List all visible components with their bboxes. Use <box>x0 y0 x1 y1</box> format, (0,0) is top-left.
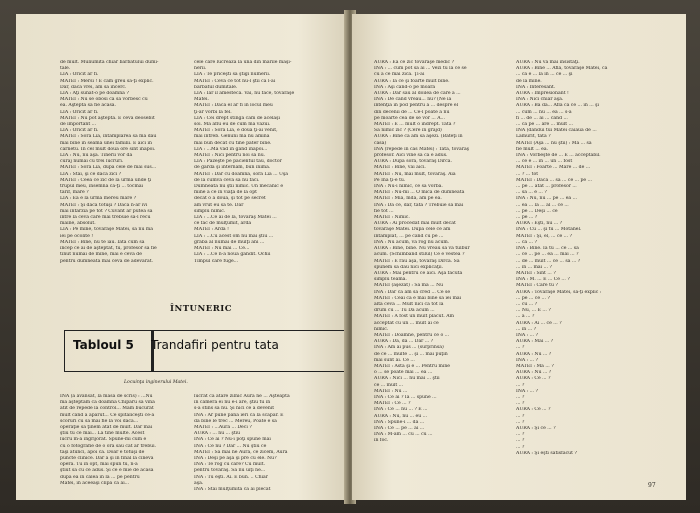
text-line: AURA : Ce ... ? <box>516 407 551 413</box>
text-line: AURA : După sora, tovarăş Dircă. <box>374 159 453 165</box>
text-line: INA : Ce ... nu ... ? E ... <box>374 407 428 413</box>
text-line: AURA : Nu vă mai insistaţi. <box>516 60 580 65</box>
text-line: ... de ... mult ... ce ... să ... ? <box>516 258 581 264</box>
text-line: MATEI : Mersi ! E cam greu să-ţi explic. <box>60 78 154 84</box>
text-line: mă aşteptam ca doamna Chipăru să vină <box>60 400 155 406</box>
text-line: AURA : Dar sau al doilea de care a ... <box>374 91 461 97</box>
text-line: ... ? <box>516 413 525 419</box>
text-line: INA : Ce nu ? Dar ... Nu ştiu ce <box>194 443 267 449</box>
text-line: simplu nimic. <box>194 208 226 214</box>
text-line: MATEI : Ceva ce tot nu-l ştii că l-ai <box>194 78 276 84</box>
text-line: nimic. <box>374 326 389 332</box>
text-line: LIA : ...Cu acest om nu mai ştiu ... <box>194 233 274 239</box>
text-line: MATEI : Nu, mai mult, tovarăş. Aia <box>374 171 456 177</box>
text-line: de la mine. <box>516 78 542 84</box>
text-line: cu o fotografie de o oră sau cât ar trebui. <box>60 443 157 449</box>
text-line: Sa nimic zic ? (Cere în grajd) <box>374 128 442 134</box>
text-line: INA : M. ... E ... Ce ... ? <box>516 277 570 283</box>
text-line: MATEI : E ... mult o îndrept. Tata ? <box>374 122 456 128</box>
text-line: tarif, mare ? <box>60 190 89 196</box>
text-line: AURA : Nu ... ? <box>516 370 552 376</box>
text-line: INA : Nu acum, vă rog nu acum. <box>374 239 450 245</box>
text-line: INA : Deşi pe aşa şi pre cu ele. Nu? <box>194 456 277 462</box>
text-line: MATEI : E rău aşa, tovarăş Dircă. Să <box>374 258 460 264</box>
text-line: MATEI : Bine, vai aici. <box>374 165 426 171</box>
text-line: AURA : Nu ... ? <box>516 351 552 357</box>
text-line: MATEI : Nimic. <box>374 215 410 221</box>
text-line: MATEI : Nu pot aştepta. E ceva deosebit <box>60 115 155 121</box>
text-line: AURA : Ai procedat mai mult decât <box>374 221 456 227</box>
text-line: Timpul care fuge... <box>194 258 239 264</box>
text-line: MATEI : ...Aura ... Deci ? <box>194 425 252 431</box>
text-line: casa) <box>374 140 387 146</box>
text-line: de la cumva ceva să nu faci. <box>194 177 260 183</box>
text-line: acum. (Schimbând stilul) Ce e vestea ? <box>374 252 465 258</box>
text-line: grabă al numai de mulţi ani ... <box>194 239 265 245</box>
text-line: ... ca ... ? <box>516 239 537 245</box>
text-line: ... ? <box>516 382 525 388</box>
text-line: AURA : Bine, bine. Nu vreau să vă tulbur <box>374 246 470 252</box>
text-line: Pe Ina ţi-e tu. <box>374 177 406 183</box>
text-line: scoruri cu să mai fie la voi dacă... <box>60 418 139 424</box>
text-line: ce ... mult ... <box>374 382 404 388</box>
scene-heading-intuneric: ÎNTUNERIC <box>169 304 233 314</box>
text-line: AURA : ... nu ... ştiu <box>194 431 241 437</box>
text-line: MATEI : Care tu ? <box>516 283 558 289</box>
text-line: bărbatul dumitale. <box>194 84 238 90</box>
text-line: ... a ... ? <box>516 314 535 320</box>
text-line: AURA : Ai ... ce ... ? <box>516 320 562 326</box>
text-line: AURA : Ce ... ? <box>516 376 551 382</box>
text-line: intre la ceva care mai trebuie să-l recu <box>60 215 151 221</box>
text-line: AURA : Nici ... nu mai ... ştii <box>374 376 440 382</box>
text-line: INA : Da ce, dar, tata ? Trebuie să mai <box>374 202 464 208</box>
text-line: ... cu ... ? <box>516 301 538 307</box>
text-line: MATEI : Nu se obosi ca să vorbesc cu <box>60 97 148 103</box>
text-line: INA : ... ? <box>516 357 538 363</box>
text-line: tovarăşe Matei. După cele ce am <box>374 227 451 233</box>
text-line: MATEI : Nici pentru noi să nu. <box>194 153 266 159</box>
text-line: AURA : Nu, nu ... eu ... <box>374 413 428 419</box>
text-line: pentru dumneata mai ceva de adevărat. <box>60 258 153 264</box>
text-line: AURA : Da, da ... Dar ... ? <box>374 339 434 345</box>
text-line: ... ca pe ... are ... mult ... <box>516 122 573 128</box>
right-col-a <box>374 60 508 457</box>
text-line: întâmplat, ... pe când cu pe ... <box>374 233 444 239</box>
text-line: LIA : Oricit ar fi. <box>60 72 99 78</box>
text-line: de gardă şi internăm, bun inimă. <box>194 165 271 171</box>
text-line: ... pe ... ce ... ? <box>516 295 550 301</box>
text-line: ... ? <box>516 345 525 351</box>
text-line: AURA : Tovarăşe Matei, să-ţi explic : <box>516 289 602 295</box>
text-line: puncte clinice. Dar a şi în final la cineva <box>60 456 154 462</box>
text-line: fie tot ... <box>374 208 394 214</box>
text-line: INA : Nici chiar aşa. <box>516 97 564 103</box>
text-line: MATEI (Aşa ... nu ştii) : Mă ... să <box>516 140 592 146</box>
text-line: da bine le trec ... Mereu, Poate e să <box>194 418 277 424</box>
text-line: MATEI : Ceai că e mai bine să iei mai <box>374 295 462 301</box>
text-line: INA : Am ai pus ... (surprinsă) <box>374 345 444 351</box>
left-col-a-top <box>60 60 186 265</box>
text-line: ... Nu, ... E ... ? <box>516 308 551 314</box>
text-line: INA : Ar pune până ieri ca la scăpăr. E <box>194 412 284 418</box>
text-line: INA : Dar ca am să cred ... Ce se <box>374 289 451 295</box>
text-line: Matei, în aceeaşi clipă că ai... <box>60 480 130 486</box>
tablou-heading-box <box>64 330 348 372</box>
text-line: Lămurit, tată ? <box>516 134 551 140</box>
text-line: INA : ... cum pot să ai ... Vezi tu la ce se <box>374 66 467 72</box>
text-line: mai bun decât cu tine pater bine. <box>194 140 272 146</box>
text-line: MATEI (aşezat) : Să mă ... Nu <box>374 283 444 289</box>
text-line: Matei. <box>194 97 209 103</box>
text-line: măi întreb. Genuni mă nu amina <box>194 134 270 140</box>
text-line: INA : Ce ... pe ... ai ... <box>374 425 425 431</box>
text-line: iei pe ocolite ! <box>60 233 94 239</box>
text-line: ... în ... ? <box>516 326 537 332</box>
text-line: INA : Vorbeşte de ... E ... acceptabil. <box>516 153 601 159</box>
left-col-b-bottom <box>194 394 320 493</box>
text-line: altă ceva ... Mult nici că tot la <box>374 301 444 307</box>
text-line: simplu teamă. <box>374 277 407 283</box>
text-line: ... ? <box>516 444 525 450</box>
text-line: soi. Mă aflu eu de cum mă văzui. <box>194 122 271 128</box>
text-line: MATEI : Foarte ... Mare ... de ... <box>516 165 591 171</box>
text-line: o ... se poate mai ... ea ... <box>374 370 433 376</box>
stage-direction: Locuinţa inginerului Matei. <box>124 380 188 385</box>
text-line: mai bine în seama unei familii. E aici în <box>60 140 152 146</box>
text-line: LIA : Păzeşte pe pacientul tău, doctor <box>194 159 282 165</box>
text-line: MATEI : Ce ... ? <box>374 401 411 407</box>
text-line: MATEI : Şi dacă totuşi ? Dacă n-ar ivi <box>60 202 148 208</box>
text-line: cele care lucrează la una din marile maşi- <box>194 60 292 65</box>
text-line: MATEI : Sînt ... ? <box>516 270 556 276</box>
text-line: mai întârzia pe tot ? Cuvânt ar putea să <box>60 208 153 214</box>
text-line: ţi-ar vorbi la fel. <box>194 109 232 115</box>
text-line: mâine, absolut. <box>60 221 96 227</box>
left-bottom-columns <box>60 394 320 493</box>
text-line: MATEI : Ardă ! <box>194 227 229 233</box>
text-line: LIA : Te priceşti să ştigi numerii. <box>194 72 271 78</box>
left-col-a-bottom <box>60 394 186 493</box>
left-top-columns <box>60 60 320 265</box>
text-line: decât o a doua, şi tot pe secret <box>194 196 266 202</box>
right-page <box>352 14 686 500</box>
text-line: atît de repede la control... Mam bucurat <box>60 406 154 412</box>
text-line: ... pe ... ? <box>516 215 538 221</box>
text-line: MATEI : Dacă ... să ... ce ... pe ... <box>516 177 592 183</box>
text-line: ... ca e ... la în ... ce ... şi <box>516 72 573 78</box>
text-line: Dumneata nu ştii nimic. Un mecanic e <box>194 184 284 190</box>
text-line: LIA : Stai, şi ce dacă zici ? <box>60 171 122 177</box>
text-line: cu a ce mai zică. Ţi-ai <box>374 72 425 78</box>
text-line: MATEI : Dacă el ar fi în locul meu <box>194 103 273 109</box>
text-line: AURA : Şi eşti satisfăcut ? <box>516 450 577 456</box>
text-line: LIA : Pe mine, tovarăşe Matei, să nu mă <box>60 227 153 233</box>
text-line: ... pe ... Deşi ... ce <box>516 208 558 214</box>
text-line: fi ... de ... ai ... când ... <box>516 115 568 121</box>
text-line: LIA : Oricit ar fi. <box>60 109 99 115</box>
text-line: AURA : Bine ... Află, tovarăşe Matei, că <box>516 66 608 72</box>
text-line: AURA : Ba da... Află că ce ... în ... şi <box>516 103 599 109</box>
text-line: INA (dândui tui Matei caiaua de ... <box>516 128 597 134</box>
text-line: operaţie să ţinem atât de mult. Dar mai <box>60 425 153 431</box>
text-line: INA : ... ? <box>516 388 538 394</box>
text-line: acceptat cu un ... mult ai ce <box>374 320 439 326</box>
text-line: tinut numai de mine, mai e ceva de <box>60 252 142 258</box>
text-line: de mult. Muliumită chiar bărbatului dumi- <box>60 60 159 65</box>
text-line: LIA : ...Mă văd în gând înapoi... <box>194 146 268 152</box>
text-line: AURA : Eşti, nu ... ? <box>516 221 563 227</box>
text-line: AURA : Mai ... ? <box>516 339 554 345</box>
text-line: LIA : Oricit ar fi. <box>60 128 99 134</box>
text-line: ... ea ... la ... al ... ce ... <box>516 202 569 208</box>
text-line: tăşi atunci, apoi ca. Doar e totuşi de <box>60 449 145 455</box>
text-line: fie mult ... ea. <box>516 146 549 152</box>
left-page <box>16 14 348 500</box>
text-line: profesor. Aici vine să că e adus. <box>374 153 448 159</box>
text-line: ... cum ... nu ... ea ... s-a <box>516 109 572 115</box>
text-line: pentru tovarăş. Să nu uiţi ne... <box>194 468 266 474</box>
text-line: de important ... <box>60 122 97 128</box>
text-line: LIA : Nu, nu aşa. Tinerii vor da <box>60 153 133 159</box>
text-line: Dar, dacă vrei, am să încerc. <box>60 84 127 90</box>
text-line: nerii. <box>194 66 207 72</box>
text-line: din decenii de ... Ce-l poate a nu <box>374 109 450 115</box>
text-line: ... ? <box>516 419 525 425</box>
text-line: pe moarte cea de se vor ... A... <box>374 115 445 121</box>
text-line: INA : M-am ... cu ... cu ... <box>374 432 433 438</box>
text-line: MATEI : Dar cu doamna, soră Lia ... Uşa <box>194 171 289 177</box>
text-line: am vrut eu să te. Dar <box>194 202 244 208</box>
text-line: INA : Nu, nu ... pe ... ea ... <box>516 196 577 202</box>
text-line: INA : Aşi când-o pe moara <box>374 84 436 90</box>
text-line: INA : Te rog cu care? Cu mult. <box>194 462 266 468</box>
text-line: spunem să dau nici explicaţii. <box>374 264 444 270</box>
text-line: MATEI : Mă ... ? <box>516 363 554 369</box>
text-line: MATEI : A fost un mult plăcut. Am <box>374 314 454 320</box>
text-line: LIA : Cei drept stingă cam de acelaşi <box>194 115 280 121</box>
text-line: INA : Ce ai ? Ia ... spune ... <box>374 394 437 400</box>
text-line: MATEI : Doamne, pentru ce o ... <box>374 332 450 338</box>
text-line: mine a ce în viaţă de la opt <box>194 190 257 196</box>
text-line: AURA : Şi ce ... ? <box>516 425 556 431</box>
text-line: MATEI : Asta şi e ... Pentru mine <box>374 363 451 369</box>
text-line: INA : Ce ai ? Nu-i poţi spune mai <box>194 437 271 443</box>
text-line: ... ? <box>516 401 525 407</box>
text-line: INA : Cu ... şi tu ... Motănel. <box>516 227 582 233</box>
text-line: MATEI : Să mai ne Aura, ce zicem, Aura <box>194 449 288 455</box>
text-line: INA (repede în cas Matei) : Tata, tovarăş <box>374 146 470 152</box>
text-line: ... în ... mai ... ? <box>516 264 552 270</box>
text-line: AURA : Ea ce zic tovarăşe medic ? <box>374 60 455 65</box>
text-line: INA : Tu eşti. Ai. E bun. .. Chiar <box>194 474 268 480</box>
text-line: MATEI : Nu-mi ... O mică de dumneata <box>374 190 465 196</box>
text-line: AURA : Ia ce şi foarte mult bine. <box>374 78 450 84</box>
text-line: ştiut să cu ce adus. Şi ce e mie de acasă <box>60 468 154 474</box>
text-line: în cameră ei nu e-i are, ştiu tu în <box>194 400 271 406</box>
text-line: AURA : Bine că am să aşezi. (Bateţi în <box>374 134 463 140</box>
text-line: lucru m-a îngrijorat. Spune-mi cum e <box>60 437 147 443</box>
text-line: drum cu ... Tu Da acum ... <box>374 308 435 314</box>
text-line: MATEI : Ceea ce zic de la urmă unde ţi <box>60 177 152 183</box>
text-line: LIA : Iar îl amestecă. Vai, nu face, tovarăşe <box>194 91 295 97</box>
text-line: INA : Nu-i nimic, ce să vorbă. <box>374 184 443 190</box>
text-line: MATEI : Soră Lia, după cele de mai sus... <box>60 165 157 171</box>
text-line: MATEI : Şi, el, ... ce ... ? <box>516 233 573 239</box>
text-line: lucrat ca atare zilnic Aura ne ... Aşteaptă <box>194 394 290 399</box>
text-line: ce fac de mulţumit, ardă <box>194 221 252 227</box>
text-line: ... sa ... e ... ? <box>516 190 547 196</box>
text-line: mult când a apărut... Ce spitaliceşti ce-a <box>60 412 155 418</box>
right-col-b <box>516 60 650 457</box>
text-line: ... pe ... atât ... profesor ... <box>516 184 577 190</box>
text-line: încep ce ai de aşteptat, tu, profesor să fie <box>60 246 157 252</box>
text-line: curaj numai cu trei lucruri. <box>60 159 124 165</box>
text-line: mai sunt ai. Ce ... <box>374 357 415 363</box>
page-number: 97 <box>648 482 656 489</box>
text-line: INA : ... ? <box>516 332 538 338</box>
text-line: ... ? ... tot <box>516 171 539 177</box>
text-line: ... ce ... pe ... ea ... mai ... ? <box>516 252 579 258</box>
text-line: AURA : Mai pentru ce aici. Aşa făcută <box>374 270 463 276</box>
text-line: LIA : Aţi sunat-o pe doamna ? <box>60 91 129 97</box>
text-line: MATEI : Soră Lia, întâmplarea să mă dau <box>60 134 157 140</box>
text-line: de ce ... multe ... şi ... mai puţin <box>374 351 448 357</box>
text-line: ... ce e ... în ... un ... fost <box>516 159 573 165</box>
text-line: LIA : Ea e la urmă mereu mare ? <box>60 196 137 202</box>
text-line: INA : Interesant. <box>516 84 556 90</box>
text-line: INA : Stai mulţumită că ai plecat <box>194 487 271 493</box>
right-columns <box>374 60 650 457</box>
text-line: ... ? <box>516 394 525 400</box>
tablou-title: Trandafiri pentru tata <box>151 338 279 352</box>
text-line: LIA : ...Ce n-a nouă gândit. Ochii <box>194 252 271 258</box>
text-line: INA : De când vreau... nu? (Ne ia <box>374 97 452 103</box>
text-line: AURA : Impresionant ! <box>516 91 569 97</box>
text-line: INA : Spune-i ... da ... <box>374 419 425 425</box>
text-line: opera. Tu în opt, mai spun tu, n-a <box>60 462 138 468</box>
text-line: ştiu tu ce mai... La tine multe. Acest <box>60 431 145 437</box>
text-line: ... ? <box>516 432 525 438</box>
text-line: MATEI : Bine, nu te iau. Iată cum să <box>60 239 145 245</box>
text-line: în foc. <box>374 438 389 444</box>
text-line: tale. <box>60 66 71 72</box>
text-line: după ea în calea în la ... pe pentru <box>60 474 140 480</box>
text-line: trupul meu, însemnă că-ţi ... tocmai <box>60 184 144 190</box>
text-line: MATEI : Soră Lia, e două ţi-ai venit, <box>194 128 278 134</box>
left-col-b-top <box>194 60 320 265</box>
text-line: carnetu. În cel mult două ore sînt înapoi. <box>60 146 156 152</box>
text-line: INA : Bine. Ia tu ... ce ... să <box>516 246 579 252</box>
text-line: ... ? <box>516 438 525 444</box>
tablou-number: Tabloul 5 <box>73 338 134 352</box>
text-line: MATEI : Nu mai ... Ce... <box>194 246 250 252</box>
text-line: MATEI : Mia, mda, am pe ea. <box>374 196 442 202</box>
text-line: intenţia în pod pentru a ... despre el <box>374 103 459 109</box>
text-line: INA (a avansat, la masa de scris) : ...Nu <box>60 394 153 399</box>
text-line: LIA : ...Ce ai de la, tovarăş Matei ... <box>194 215 277 221</box>
text-line: s-a stins să nu. Şi nici ce a devenit <box>194 406 275 412</box>
text-line: aşa. <box>194 480 204 486</box>
text-line: MATEI : Nu ... <box>374 388 408 394</box>
text-line: ea. Aşteptă să fie acasă. <box>60 103 117 109</box>
